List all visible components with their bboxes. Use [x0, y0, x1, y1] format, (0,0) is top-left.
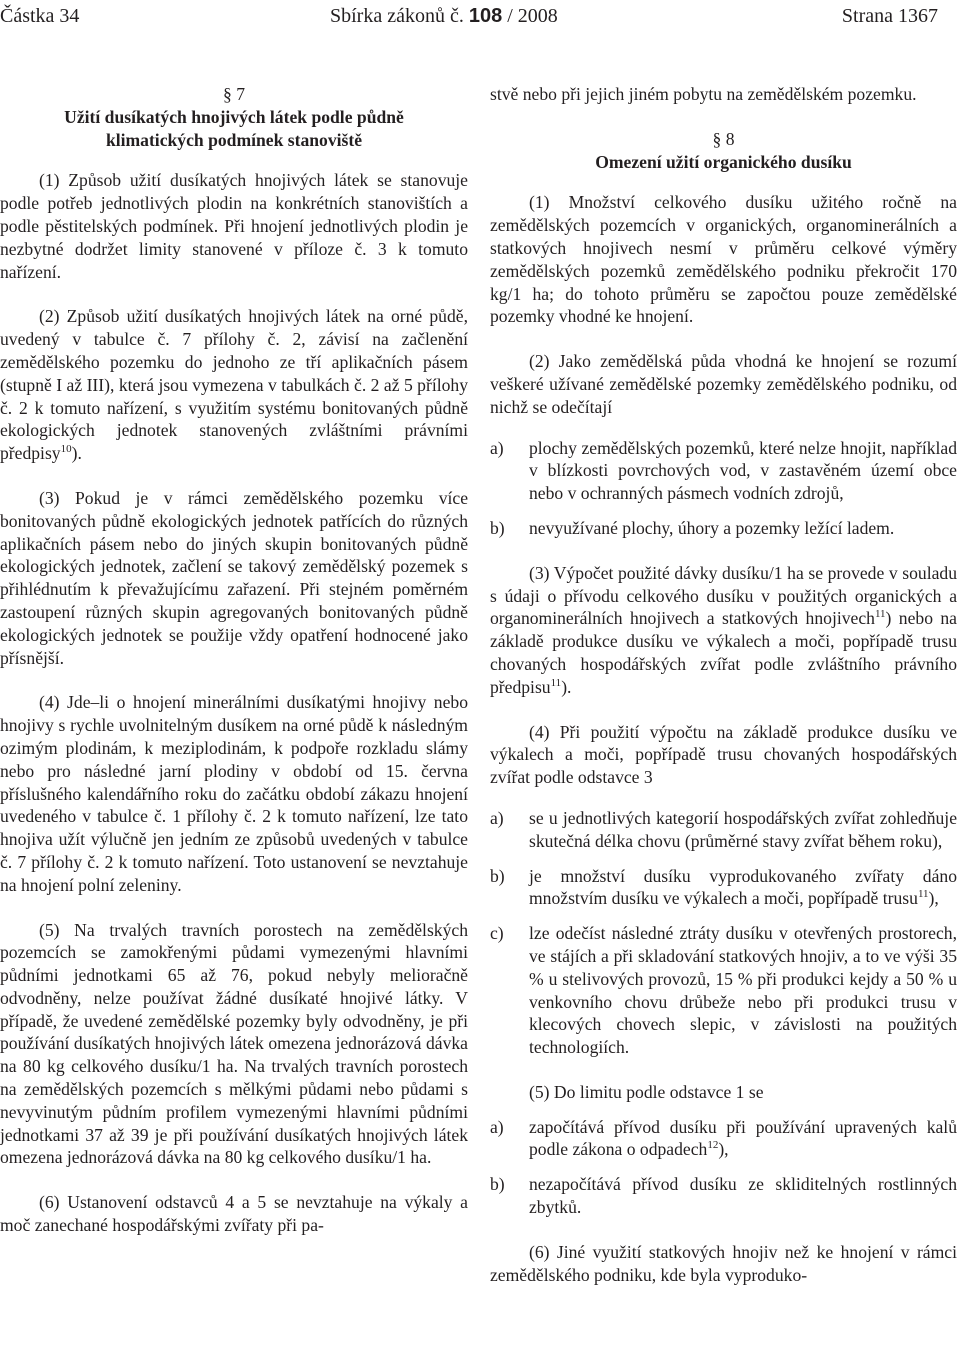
paragraph: (5) Na trvalých travních porostech na zemědělských pozemcích se zamokřenými půdami vymezenými hlavními půdními jednotkami 65 až 76, pokud nebyly melioračně odvodněny, nelze používat žádné dusíkaté hnojivé látky. V případě, že uvedené zemědělské pozemky byly odvodněny, je při používání dusíkatých hnojivých látek omezena jednorázová dávka na 80 kg celkového dusíku/1 ha. Na trvalých travních porostech na zemědělských pozemcích s mělkými půdami nebo půdami s nevyvinutým půdním profilem vymezenými hlavními půdními jednotkami 37 až 39 je při používání dusíkatých hnojivých látek omezena jednorázová dávka na 80 kg celkového dusíku/1 ha. — [0, 919, 468, 1168]
list-text-part: je množství dusíku vyprodukovaného zvířaty dáno množstvím dusíku ve výkalech a moči, popřípadě trusu — [529, 865, 957, 909]
section-title-line: klimatických podmínek stanoviště — [105, 129, 363, 150]
footnote-ref: 10 — [60, 443, 72, 456]
list-item — [490, 517, 957, 540]
paragraph — [0, 305, 468, 465]
header-collection-prefix: Sbírka zákonů č. — [330, 5, 464, 27]
section-number: § 7 — [223, 84, 245, 104]
list-text-part: ), — [718, 1139, 729, 1160]
footnote-ref: 11 — [874, 608, 886, 621]
list-item — [490, 1173, 957, 1219]
section-title: Omezení užití organického dusíku — [595, 151, 852, 172]
list-label: a) — [490, 437, 504, 458]
right-column — [490, 83, 957, 1286]
paragraph-continuation: stvě nebo při jejich jiném pobytu na zemědělském pozemku. — [490, 84, 917, 104]
list-item — [490, 1116, 957, 1162]
list-text — [529, 865, 957, 911]
list-item — [490, 807, 957, 853]
list-text-part: ), — [928, 888, 939, 909]
paragraph: (3) Pokud je v rámci zemědělského pozemku více bonitovaných půdně ekologických jednotek patřících do různých aplikačních pásem nebo do jiných skupin bonitovaných půdně ekologických jednotek, začlení se takový zemědělský pozemek s přihlédnutím k převažujícímu zařazení. Při stejném poměrném zastoupení různých skupin agregovaných bonitovaných půdně ekologických jednotek se použije vždy opatření hodnocené jako přísnější. — [0, 487, 468, 668]
header-issue: Částka 34 — [0, 5, 80, 27]
list-label: a) — [490, 807, 504, 828]
header-page-number: Strana 1367 — [841, 5, 938, 27]
paragraph: (6) Jiné využití statkových hnojiv než ke hnojení v rámci zemědělského podniku, kde byla vyproduko- — [490, 1241, 957, 1285]
list-item — [490, 922, 957, 1059]
list-label: b) — [490, 865, 505, 886]
list-item — [490, 865, 957, 911]
footnote-ref: 11 — [917, 888, 929, 901]
paragraph: (5) Do limitu podle odstavce 1 se — [529, 1081, 764, 1102]
list-text: nevyužívané plochy, úhory a pozemky ležící ladem. — [529, 517, 895, 538]
header-collection-number: 108 — [468, 5, 503, 27]
list-label: b) — [490, 1174, 505, 1195]
footnote-ref: 11 — [550, 676, 562, 689]
list-label: a) — [490, 1116, 504, 1137]
list-text — [529, 1116, 957, 1162]
paragraph-text: (3) Výpočet použité dávky dusíku/1 ha se provede v souladu s údaji o přívodu celkového dusíku v použitých organických a organominerálních hnojivech a statkových hnojivech — [490, 562, 957, 629]
paragraph: (4) Při použití výpočtu na základě produkce dusíku ve výkalech a moči, popřípadě trusu chovaných hospodářských zvířat podle odstavce 3 — [490, 721, 957, 788]
list-text: se u jednotlivých kategorií hospodářských zvířat zohledňuje skutečná délka chovu (průměrné stavy zvířat během roku), — [529, 807, 957, 851]
paragraph-text: ) nebo na základě produkce dusíku ve výkalech a moči, popřípadě trusu chovaných hospodářských zvířat podle zvláštního právního předpisu — [490, 608, 957, 697]
list-label: c) — [490, 923, 504, 944]
list-label: b) — [490, 517, 505, 538]
header-collection-year: / 2008 — [507, 5, 558, 27]
paragraph-text: ). — [71, 443, 82, 464]
list-item — [490, 437, 957, 505]
paragraph: (4) Jde–li o hnojení minerálními dusíkatými hnojivy nebo hnojivy s rychle uvolnitelným dusíkem na orné půdě k následným ozimým plodinám, k meziplodinám, k podpoře rozkladu slámy nebo pro následné jarní plodiny v období od 15. června příslušného kalendářního roku do začátku období zákazu hnojení uvedeného v tabulce č. 1 přílohy č. 2 k tomuto nařízení, lze tato hnojiva užít výlučně jen jedním ze způsobů uvedených v tabulce č. 7 přílohy č. 2 k tomuto nařízení. Toto ustanovení se nevztahuje na hnojení polní zeleniny. — [0, 692, 468, 895]
paragraph-text: (2) Způsob užití dusíkatých hnojivých látek na orné půdě, uvedený v tabulce č. 7 přílohy č. 2, závisí na začlenění zemědělského pozemku do jednoho ze tří aplikačních pásem (stupně I až III), která jsou vymezena v tabulkách č. 2 až 5 přílohy č. 2 k tomuto nařízení, s využitím systému bonitovaných půdně ekologických jednotek stanovených zvláštními právními předpisy — [0, 306, 468, 464]
section-title-line: Užití dusíkatých hnojivých látek podle půdně — [64, 106, 404, 127]
list-text: lze odečíst následné ztráty dusíku v otevřených prostorech, ve stájích a při skladování statkových hnojiv, a to ve výši 35 % u stelivových provozů, 15 % při produkci kejdy a 50 % u venkovního chovu drůbeže nebo při produkci trusu v klecových chovech slepic, v závislosti na použitých technologiích. — [529, 923, 957, 1058]
footnote-ref: 12 — [707, 1139, 719, 1152]
paragraph: (2) Jako zemědělská půda vhodná ke hnojení se rozumí veškeré užívané zemědělské pozemky zemědělského podniku, od nichž se odečítají — [490, 351, 957, 417]
paragraph: (1) Způsob užití dusíkatých hnojivých látek se stanovuje podle potřeb jednotlivých plodin na konkrétních stanovištích a podle pěstitelských podmínek. Při hnojení jednotlivých plodin je nezbytné dodržet limity stanovené v příloze č. 3 k tomuto nařízení. — [0, 170, 468, 282]
list-text: nezapočítává přívod dusíku ze skliditelných rostlinných zbytků. — [529, 1174, 957, 1218]
left-column — [0, 80, 468, 1237]
list-text-part: započítává přívod dusíku při používání upravených kalů podle zákona o odpadech — [529, 1116, 957, 1160]
paragraph — [490, 562, 957, 699]
section-number: § 8 — [712, 128, 735, 149]
list-text: plochy zemědělských pozemků, které nelze hnojit, například v blízkosti povrchových vod, v zastavěném území obce nebo v ochranných pásmech vodních zdrojů, — [529, 437, 957, 504]
page-header — [0, 3, 960, 37]
paragraph-text: ). — [561, 676, 572, 697]
paragraph: (1) Množství celkového dusíku užitého ročně na zemědělských pozemcích v organických, organominerálních a statkových hnojivech nesmí v průměru celkové výměry zemědělských pozemků zemědělského podniku překročit 170 kg/1 ha; do tohoto průměru se započtou pouze zemědělské pozemky vhodné ke hnojení. — [490, 192, 957, 327]
paragraph: (6) Ustanovení odstavců 4 a 5 se nevztahuje na výkaly a moč zanechané hospodářskými zvířaty při pa- — [0, 1192, 468, 1236]
section-title — [0, 106, 468, 152]
header-collection — [330, 5, 558, 28]
